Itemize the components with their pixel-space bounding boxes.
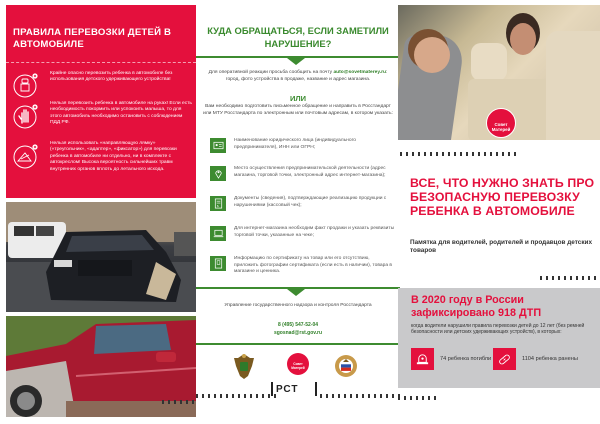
dotted-line [400, 152, 516, 156]
statistics-headline: В 2020 году в России зафиксировано 918 ДТП [411, 294, 542, 319]
sovet-materey-logo [287, 353, 309, 375]
requirement-text: Документы (сведения), подтверждающие реализацию продукции с нарушениями (кассовый чек); [234, 196, 387, 208]
intro-text [203, 70, 393, 83]
seatbelt-adapter-icon [12, 141, 40, 169]
rule-text: Нельзя использовать «направляющую лямку» («треугольник», «адаптер», «фиксатор») для перевозки ребенка в автомобиле ни отдельно, ни в комплекте с автокреслом! Высока вероятность сильнейших травм внутренних органов вплоть до летального исхода. [50, 141, 177, 172]
mother-child-car-photo [398, 5, 600, 140]
statistics-box [398, 288, 600, 388]
ministry-emblem-logo [232, 352, 256, 380]
requirement-item [210, 226, 395, 241]
requirement-item [210, 196, 395, 211]
green-divider [196, 343, 400, 345]
rule-item [12, 101, 192, 129]
statistics-description: когда водители нарушили правила перевозки детей до 12 лет (без ремней безопасности или детских удерживающих устройств), в которых: [411, 323, 585, 336]
sovet-materey-badge: Совет Матерей [486, 108, 516, 138]
location-pin-icon [210, 166, 226, 181]
report-email-link[interactable]: auto@sovetmaterey.ru [333, 70, 386, 75]
sovet-logo-text: Совет Матерей [291, 362, 305, 370]
down-arrow-icon [287, 289, 305, 296]
rule-text: Крайне опасно перевозить ребенка в автомобиле без использования детского удерживающего устройства! [50, 71, 173, 83]
instruction-text: Вам необходимо подготовить письменное обращение и направить в Росстандарт или МТУ Росстандарта по электронным или почтовым адресам, в котором указать: [203, 104, 393, 116]
dotted-line [196, 394, 276, 398]
bandage-icon [493, 348, 516, 370]
requirement-item [210, 256, 395, 276]
rst-logo-bar [315, 382, 317, 396]
requirement-text: Для интернет-магазина необходим факт продажи и указать реквизиты торговой точки, указанные на чеке; [234, 226, 395, 238]
rule-item [12, 71, 192, 99]
dotted-line [320, 394, 400, 398]
requirement-text: Место осуществления предпринимательской деятельности (адрес магазина, торговой точки, электронный адрес интернет-магазина); [234, 166, 386, 178]
svg-text:$: $ [216, 203, 219, 208]
certificate-icon [210, 256, 226, 271]
ambulance-siren-icon [411, 348, 434, 370]
contact-email-link[interactable]: sgosnad@rst.gov.ru [273, 330, 323, 336]
crashed-car-photo [6, 202, 196, 312]
receipt-icon [210, 196, 226, 211]
id-card-icon [210, 138, 226, 153]
intro-text-before: Для оперативной реакции просьба сообщить на почту [208, 70, 334, 75]
rules-panel [6, 5, 196, 198]
child-seat-prohibited-icon [12, 71, 40, 99]
laptop-icon [210, 226, 226, 241]
dotted-line [398, 396, 438, 400]
dotted-line [540, 276, 596, 280]
traffic-police-emblem-logo [334, 352, 358, 380]
stat-text: 1104 ребенка ранены [522, 355, 578, 362]
rule-item [12, 141, 192, 173]
hand-stop-icon [12, 101, 40, 129]
contact-organization: Управление государственного надзора и контроля Росстандарта [224, 303, 372, 308]
rst-logo: РСТ [276, 384, 299, 395]
requirement-text: Информацию по сертификату на товар или его отсутствию, приложить фотографии сертификата (если есть в наличии), товара в магазине и ценника. [234, 256, 392, 275]
rules-title: ПРАВИЛА ПЕРЕВОЗКИ ДЕТЕЙ В АВТОМОБИЛЕ [13, 27, 172, 50]
brochure-title: ВСЕ, ЧТО НУЖНО ЗНАТЬ ПРО БЕЗОПАСНУЮ ПЕРЕВОЗКУ РЕБЕНКА В АВТОМОБИЛЕ [410, 176, 595, 219]
stat-item-injuries [493, 348, 578, 370]
or-label: ИЛИ [289, 94, 307, 103]
requirement-item [210, 166, 395, 181]
contact-phone[interactable]: 8 (495) 547-52-04 [277, 322, 319, 328]
dashed-divider [6, 62, 196, 63]
intro-text-after: : город, фото устройства в продаже, название и адрес магазина. [225, 70, 388, 82]
brochure-subtitle: Памятка для водителей, родителей и продавцов детских товаров [410, 239, 593, 255]
down-arrow-icon [287, 58, 305, 65]
rule-text: Нельзя перевозить ребенка в автомобиле на руках! Если есть необходимость покормить или успокоить малыша, то для этого автомобиль необходимо остановить с соблюдением ПДД РФ. [50, 101, 192, 126]
report-violation-title: КУДА ОБРАЩАТЬСЯ, ЕСЛИ ЗАМЕТИЛИ НАРУШЕНИЕ? [207, 25, 389, 49]
dotted-line [162, 400, 196, 404]
stat-item-deaths [411, 348, 491, 370]
stat-text: 74 ребенка погибли [440, 355, 492, 362]
requirement-text: Наименование юридического лица (индивидуального предпринимателя), ИНН или ОГРН; [234, 138, 356, 150]
requirement-item [210, 138, 395, 153]
